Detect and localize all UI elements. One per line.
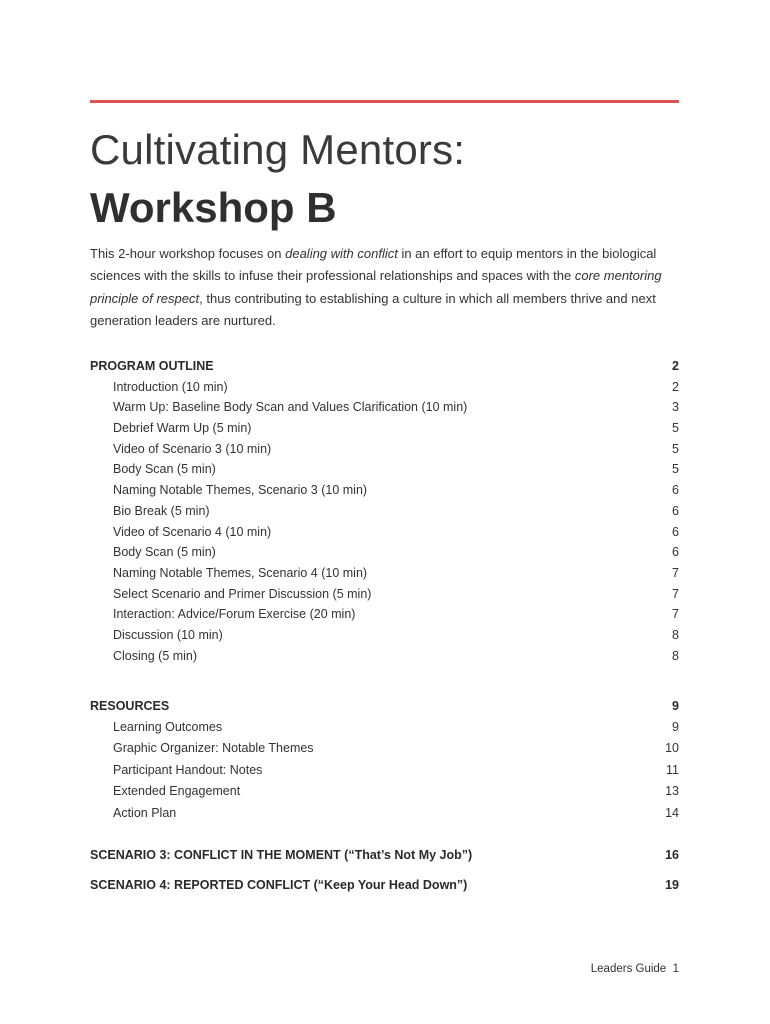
toc-item-page: 6 — [672, 524, 679, 539]
page-footer: Leaders Guide 1 — [590, 963, 679, 975]
toc-resources — [90, 696, 679, 825]
toc-item-page: 6 — [672, 545, 679, 560]
toc-item-label: Action Plan — [113, 806, 177, 821]
toc-item-label: Naming Notable Themes, Scenario 3 (10 min) — [113, 483, 368, 498]
toc-item[interactable] — [90, 542, 679, 563]
toc-item-label: Bio Break (5 min) — [113, 503, 210, 518]
toc-item-label: Naming Notable Themes, Scenario 4 (10 min) — [113, 565, 368, 580]
toc-item[interactable] — [90, 459, 679, 480]
toc-item[interactable] — [90, 803, 679, 825]
toc-section-heading[interactable] — [90, 696, 679, 717]
toc-item[interactable] — [90, 439, 679, 460]
toc-item-label: Discussion (10 min) — [113, 627, 223, 642]
toc-item[interactable] — [90, 625, 679, 646]
toc-scenario-4[interactable] — [90, 878, 679, 892]
toc-item-page: 6 — [672, 483, 679, 498]
toc-heading-page: 2 — [672, 359, 679, 373]
toc-program-outline — [90, 356, 679, 666]
toc-heading-label: RESOURCES — [90, 699, 170, 713]
toc-scenario-page: 16 — [665, 848, 679, 862]
toc-item-label: Learning Outcomes — [113, 719, 223, 734]
toc-item-page: 7 — [672, 607, 679, 622]
toc-heading-label: PROGRAM OUTLINE — [90, 359, 214, 373]
intro-text-1: This 2-hour workshop focuses on — [90, 246, 286, 261]
toc-item-label: Graphic Organizer: Notable Themes — [113, 741, 314, 756]
toc-item-label: Body Scan (5 min) — [113, 462, 216, 477]
toc-scenario-label: SCENARIO 4: REPORTED CONFLICT (“Keep Your Head Down”) — [90, 878, 468, 892]
toc-item-label: Closing (5 min) — [113, 648, 198, 663]
toc-item-label: Video of Scenario 4 (10 min) — [113, 524, 272, 539]
toc-item[interactable] — [90, 717, 679, 739]
toc-item-page: 8 — [672, 648, 679, 663]
toc-item-label: Debrief Warm Up (5 min) — [113, 421, 252, 436]
toc-item-page: 10 — [665, 741, 679, 756]
toc-item[interactable] — [90, 760, 679, 782]
toc-item[interactable] — [90, 646, 679, 667]
toc-item[interactable] — [90, 604, 679, 625]
toc-item-page: 3 — [672, 400, 679, 415]
toc-scenario-label: SCENARIO 3: CONFLICT IN THE MOMENT (“That’s Not My Job”) — [90, 848, 473, 862]
toc-item-label: Introduction (10 min) — [113, 379, 228, 394]
toc-section-heading[interactable] — [90, 356, 679, 377]
toc-item[interactable] — [90, 563, 679, 584]
intro-emphasis-respect: core mentoring principle of respect — [90, 268, 662, 306]
toc-item-page: 6 — [672, 503, 679, 518]
toc-heading-page: 9 — [672, 699, 679, 713]
toc-item[interactable] — [90, 738, 679, 760]
intro-text-2: in an effort to equip mentors in the biological sciences with the skills to infuse their professional relationships and spaces with the — [90, 246, 657, 284]
toc-item-label: Video of Scenario 3 (10 min) — [113, 441, 272, 456]
toc-item[interactable] — [90, 501, 679, 522]
toc-item[interactable] — [90, 377, 679, 398]
toc-item-label: Participant Handout: Notes — [113, 762, 263, 777]
toc-item-page: 5 — [672, 462, 679, 477]
page-title-line2: Workshop B — [90, 184, 337, 231]
toc-item[interactable] — [90, 418, 679, 439]
toc-item-page: 9 — [672, 719, 679, 734]
toc-item-page: 5 — [672, 441, 679, 456]
toc-item-label: Body Scan (5 min) — [113, 545, 216, 560]
toc-item-page: 8 — [672, 627, 679, 642]
intro-emphasis-conflict: dealing with conflict — [285, 246, 398, 261]
toc-item-page: 7 — [672, 586, 679, 601]
toc-item[interactable] — [90, 522, 679, 543]
toc-item-page: 13 — [665, 784, 679, 799]
toc-scenario-page: 19 — [665, 878, 679, 892]
toc-item-label: Interaction: Advice/Forum Exercise (20 min) — [113, 607, 356, 622]
toc-item-label: Select Scenario and Primer Discussion (5 min) — [113, 586, 372, 601]
toc-scenario-3[interactable] — [90, 848, 679, 862]
toc-item[interactable] — [90, 397, 679, 418]
toc-item-page: 7 — [672, 565, 679, 580]
toc-item-page: 14 — [665, 806, 679, 821]
toc-item-page: 2 — [672, 379, 679, 394]
toc-item-label: Warm Up: Baseline Body Scan and Values Clarification (10 min) — [113, 400, 468, 415]
toc-item[interactable] — [90, 584, 679, 605]
intro-paragraph — [90, 243, 680, 332]
toc-item-page: 5 — [672, 421, 679, 436]
toc-item[interactable] — [90, 480, 679, 501]
toc-item[interactable] — [90, 781, 679, 803]
toc-item-page: 11 — [666, 762, 679, 777]
intro-text-3: , thus contributing to establishing a culture in which all members thrive and next generation leaders are nurtured. — [90, 290, 656, 328]
toc-item-label: Extended Engagement — [113, 784, 241, 799]
page-title-line1: Cultivating Mentors: — [90, 126, 466, 173]
header-accent-rule — [90, 100, 679, 103]
